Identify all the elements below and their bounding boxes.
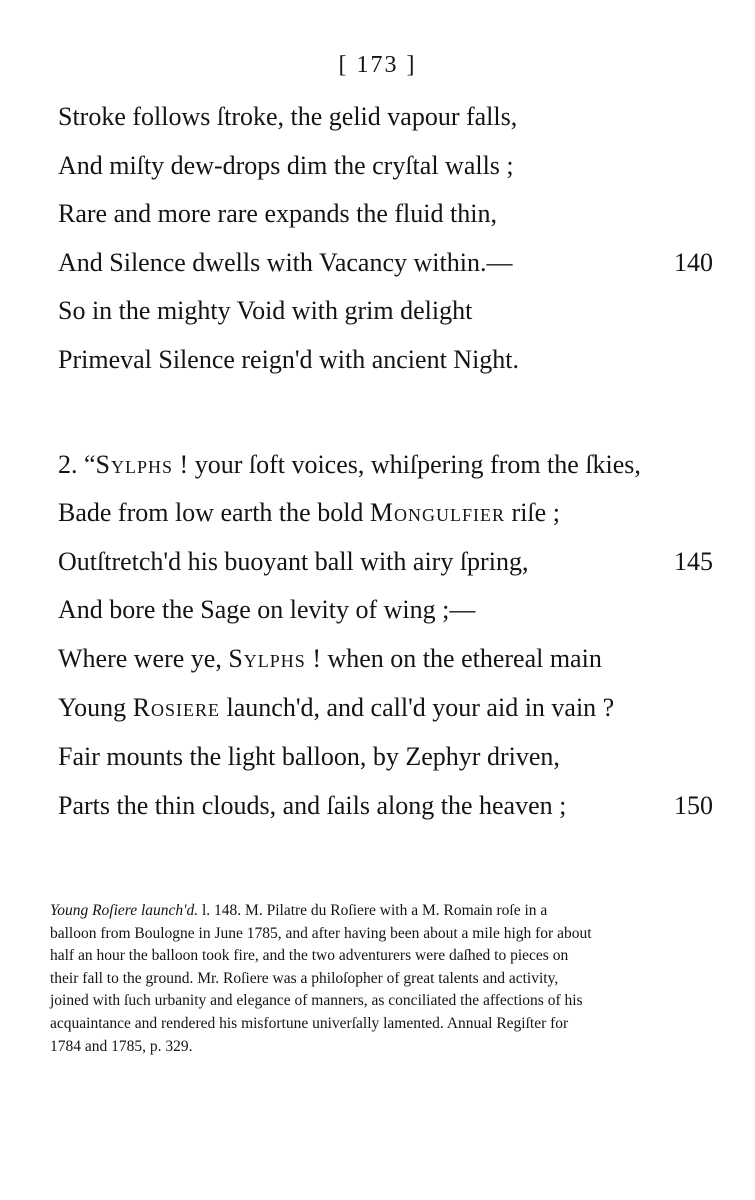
verse-text: ! your ſoft voices, whiſpering from the ſkies, [173,450,641,479]
small-caps-name: Sylphs [95,450,174,479]
verse-text: 2. “ [58,450,96,479]
verse-line [58,100,713,134]
line-number: 140 [674,248,713,277]
verse-text: Bade from low earth the bold [58,498,370,527]
verse-text: Rare and more rare expands the fluid thin, [58,199,497,228]
verse-line [58,593,713,627]
page-number: [ 173 ] [338,52,417,78]
verse-line [58,343,713,377]
footnote-line [50,900,710,923]
small-caps-name: Rosiere [132,693,221,722]
footnote-line: balloon from Boulogne in June 1785, and after having been about a mile high for about [50,924,592,942]
line-number: 145 [674,547,713,576]
small-caps-name: Sylphs [228,644,306,673]
verse-line [58,496,713,530]
verse-text: And miſty dew-drops dim the cryſtal walls ; [58,151,514,180]
verse-line [58,294,713,328]
verse-text: Fair mounts the light balloon, by Zephyr driven, [58,742,560,771]
footnote-line: half an hour the balloon took fire, and the two adventurers were daſhed to pieces on [50,947,569,965]
verse-text: Outſtretch'd his buoyant ball with airy ſpring, [58,547,529,576]
verse-text: So in the mighty Void with grim delight [58,296,473,325]
footnote-line: their fall to the ground. Mr. Roſiere was a philoſopher of great talents and activity, [50,969,559,987]
verse-text: And Silence dwells with Vacancy within.— [58,248,513,277]
verse-line [58,740,713,774]
verse-line [58,197,713,231]
verse-text: riſe ; [505,498,560,527]
footnote-line: acquaintance and rendered his misfortune univerſally lamented. Annual Regiſter for [50,1014,569,1032]
verse-line [58,642,713,676]
verse-line [58,246,713,280]
line-number: 150 [674,791,713,820]
verse-text: Parts the thin clouds, and ſails along the heaven ; [58,791,567,820]
verse-line [58,545,713,579]
small-caps-name: Mongulfier [369,498,506,527]
footnote [50,900,710,1058]
verse-text: Where were ye, [58,644,229,673]
verse-line [58,789,713,823]
verse-text: Stroke follows ſtroke, the gelid vapour falls, [58,102,518,131]
verse-text: Young [58,693,133,722]
verse-line [58,448,713,482]
footnote-text: l. 148. M. Pilatre du Roſiere with a M. Romain roſe in a [198,902,548,919]
verse-line [58,149,713,183]
verse-text: And bore the Sage on levity of wing ;— [58,595,476,624]
footnote-line: joined with ſuch urbanity and elegance of manners, as conciliated the affections of his [50,992,583,1010]
verse-text: Primeval Silence reign'd with ancient Night. [58,345,520,374]
verse-line [58,691,713,725]
footnote-lemma: Young Roſiere launch'd. [50,902,199,919]
footnote-line: 1784 and 1785, p. 329. [50,1037,193,1055]
verse-text: launch'd, and call'd your aid in vain ? [220,693,615,722]
verse-text: ! when on the ethereal main [305,644,602,673]
